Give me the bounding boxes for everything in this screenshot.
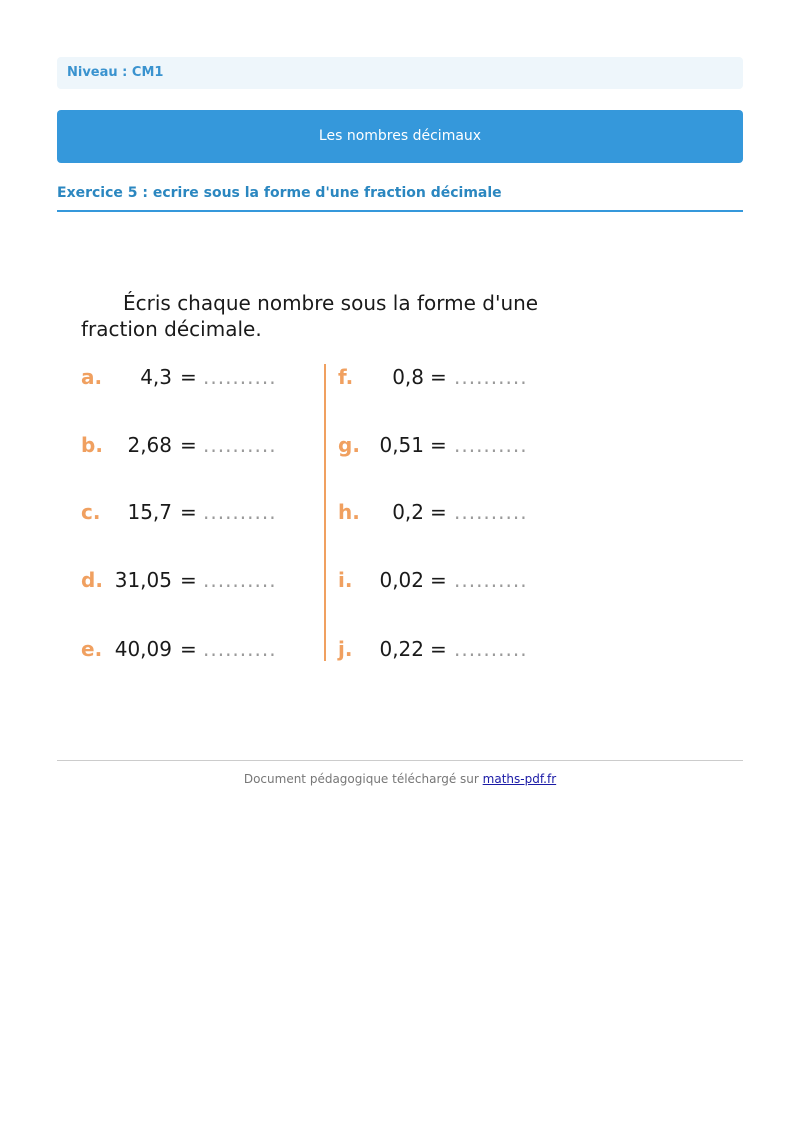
- equals-sign: =: [430, 500, 447, 524]
- item-number: 0,22: [379, 637, 424, 661]
- footer-divider: [57, 760, 743, 761]
- item-letter: i.: [338, 568, 353, 592]
- answer-blank[interactable]: ..........: [203, 637, 277, 661]
- answer-blank[interactable]: ..........: [203, 568, 277, 592]
- item-number: 0,8: [392, 365, 424, 389]
- equals-sign: =: [430, 365, 447, 389]
- item-letter: e.: [81, 637, 103, 661]
- item-number: 15,7: [127, 500, 172, 524]
- item-number: 4,3: [140, 365, 172, 389]
- topic-banner: Les nombres décimaux: [57, 110, 743, 163]
- item-number: 0,02: [379, 568, 424, 592]
- item-letter: f.: [338, 365, 354, 389]
- item-letter: h.: [338, 500, 360, 524]
- item-letter: g.: [338, 433, 360, 457]
- item-letter: a.: [81, 365, 103, 389]
- item-number: 0,51: [379, 433, 424, 457]
- column-divider: [324, 364, 326, 661]
- item-letter: c.: [81, 500, 101, 524]
- footer-link[interactable]: maths-pdf.fr: [482, 772, 557, 786]
- equals-sign: =: [180, 433, 197, 457]
- answer-blank[interactable]: ..........: [203, 433, 277, 457]
- equals-sign: =: [180, 500, 197, 524]
- equals-sign: =: [180, 568, 197, 592]
- answer-blank[interactable]: ..........: [454, 500, 528, 524]
- item-number: 0,2: [392, 500, 424, 524]
- equals-sign: =: [430, 433, 447, 457]
- level-label: Niveau : CM1: [57, 57, 743, 89]
- item-number: 40,09: [114, 637, 172, 661]
- answer-blank[interactable]: ..........: [454, 365, 528, 389]
- equals-sign: =: [180, 637, 197, 661]
- answer-blank[interactable]: ..........: [454, 637, 528, 661]
- answer-blank[interactable]: ..........: [454, 568, 528, 592]
- equals-sign: =: [430, 568, 447, 592]
- item-letter: j.: [338, 637, 353, 661]
- item-number: 31,05: [114, 568, 172, 592]
- answer-blank[interactable]: ..........: [203, 500, 277, 524]
- equals-sign: =: [430, 637, 447, 661]
- instruction-text: Écris chaque nombre sous la forme d'une fraction décimale.: [81, 291, 539, 341]
- answer-blank[interactable]: ..........: [454, 433, 528, 457]
- item-letter: d.: [81, 568, 103, 592]
- answer-blank[interactable]: ..........: [203, 365, 277, 389]
- equals-sign: =: [180, 365, 197, 389]
- exercise-title: Exercice 5 : ecrire sous la forme d'une fraction décimale: [57, 185, 743, 212]
- item-letter: b.: [81, 433, 103, 457]
- footer: [57, 772, 743, 786]
- item-number: 2,68: [127, 433, 172, 457]
- footer-text: Document pédagogique téléchargé sur: [243, 772, 479, 786]
